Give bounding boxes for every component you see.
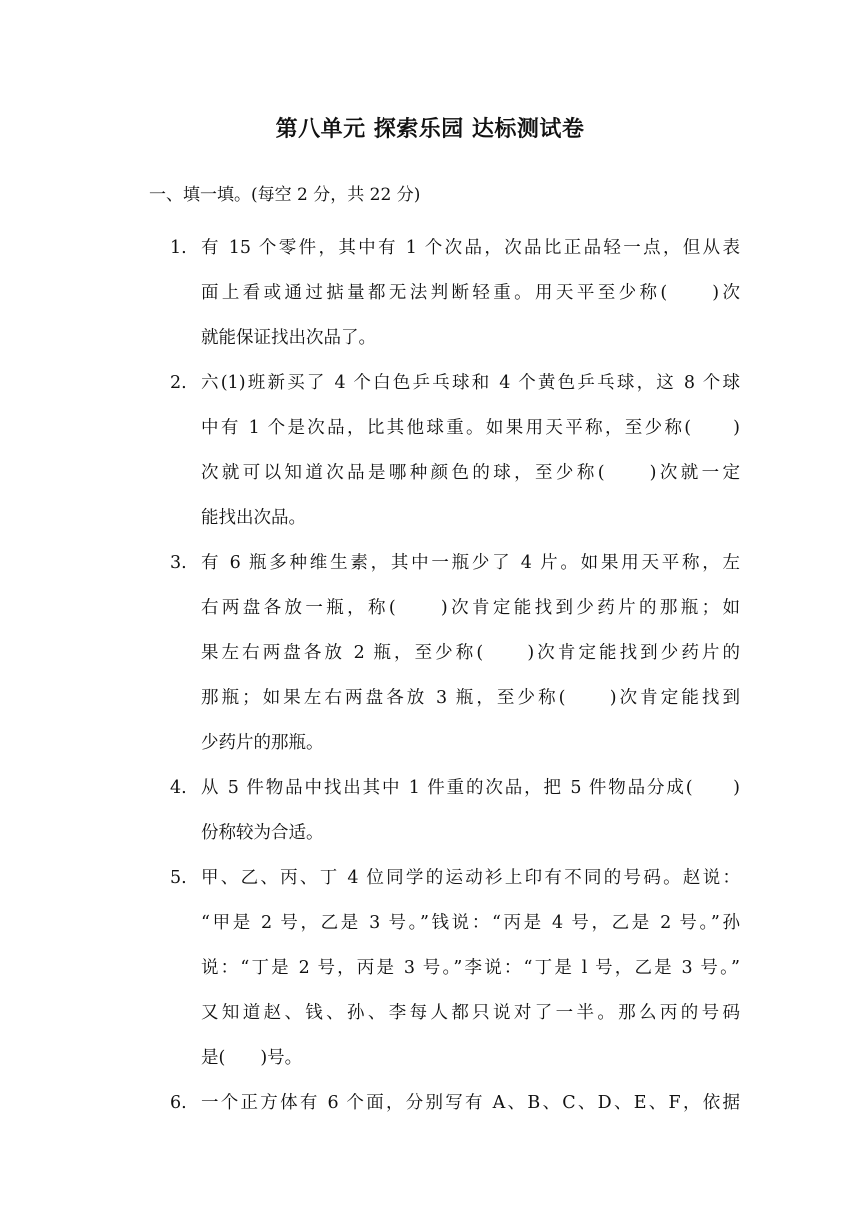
question-line: 次就可以知道次品是哪种颜色的球，至少称( )次就一定 <box>201 463 740 483</box>
page-title: 第八单元 探索乐园 达标测试卷 <box>275 117 585 142</box>
question-number: 2. <box>170 373 187 393</box>
question-line: 就能保证找出次品了。 <box>201 328 376 348</box>
question-item <box>170 226 740 361</box>
section-heading: 一、填一填。(每空 2 分，共 22 分) <box>149 185 421 205</box>
question-line: 是( )号。 <box>201 1048 303 1068</box>
question-line: “甲是 2 号，乙是 3 号。”钱说：“丙是 4 号，乙是 2 号。”孙 <box>201 913 740 933</box>
question-line: 有 15 个零件，其中有 1 个次品，次品比正品轻一点，但从表 <box>201 238 740 258</box>
question-line: 有 6 瓶多种维生素，其中一瓶少了 4 片。如果用天平称，左 <box>201 553 740 573</box>
question-number: 1. <box>170 238 187 258</box>
question-text <box>201 856 740 1081</box>
question-text <box>201 766 740 856</box>
question-text <box>201 1081 740 1126</box>
question-item <box>170 361 740 541</box>
question-line: 那瓶；如果左右两盘各放 3 瓶，至少称( )次肯定能找到 <box>201 688 740 708</box>
question-line: 甲、乙、丙、丁 4 位同学的运动衫上印有不同的号码。赵说： <box>201 868 740 888</box>
question-line: 能找出次品。 <box>201 508 306 528</box>
question-number: 6. <box>170 1093 187 1113</box>
question-line: 份称较为合适。 <box>201 823 324 843</box>
question-line: 说：“丁是 2 号，丙是 3 号。”李说：“丁是 l 号，乙是 3 号。” <box>201 958 740 978</box>
question-number: 4. <box>170 778 187 798</box>
question-line: 少药片的那瓶。 <box>201 733 324 753</box>
question-line: 从 5 件物品中找出其中 1 件重的次品，把 5 件物品分成( ) <box>201 778 740 798</box>
question-line: 一个正方体有 6 个面，分别写有 A、B、C、D、E、F，依据 <box>201 1093 740 1113</box>
question-line: 面上看或通过掂量都无法判断轻重。用天平至少称( )次 <box>201 283 740 303</box>
question-item <box>170 766 740 856</box>
question-text <box>201 361 740 541</box>
question-line: 果左右两盘各放 2 瓶，至少称( )次肯定能找到少药片的 <box>201 643 740 663</box>
question-text <box>201 541 740 766</box>
question-item <box>170 541 740 766</box>
question-number: 5. <box>170 868 187 888</box>
question-text <box>201 226 740 361</box>
question-line: 右两盘各放一瓶，称( )次肯定能找到少药片的那瓶；如 <box>201 598 740 618</box>
question-item <box>170 1081 740 1126</box>
question-item <box>170 856 740 1081</box>
question-line: 中有 1 个是次品，比其他球重。如果用天平称，至少称( ) <box>201 418 740 438</box>
question-line: 六(1)班新买了 4 个白色乒乓球和 4 个黄色乒乓球，这 8 个球 <box>201 373 740 393</box>
question-number: 3. <box>170 553 187 573</box>
question-line: 又知道赵、钱、孙、李每人都只说对了一半。那么丙的号码 <box>201 1003 740 1023</box>
question-list <box>170 226 740 1126</box>
